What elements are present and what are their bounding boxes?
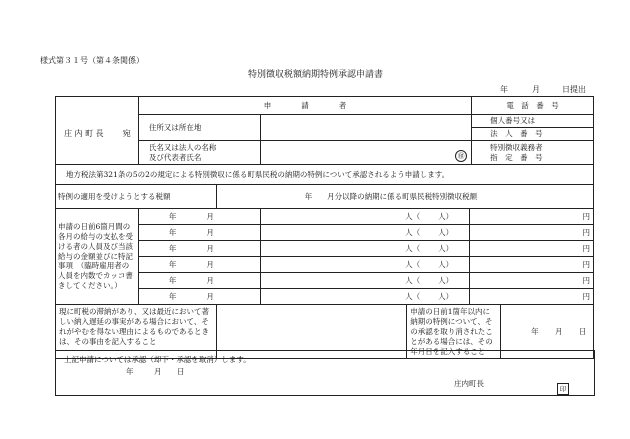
payment-persons-close: 人）	[438, 260, 454, 269]
approval-signer: 庄内町長	[454, 379, 484, 388]
payment-persons-cell[interactable]	[260, 225, 470, 241]
payment-persons: 人（	[405, 212, 421, 221]
phone-label: 電 話 番 号	[472, 97, 594, 115]
name-label-2: 及び代表者氏名	[148, 152, 202, 162]
payment-period-cell[interactable]	[138, 209, 260, 225]
revocation-day: 日	[578, 327, 587, 337]
approval-year: 年	[126, 367, 134, 376]
seal-icon: ㊞	[455, 150, 467, 162]
payment-persons-close: 人）	[438, 228, 454, 237]
approval-seal	[557, 378, 569, 395]
date-submitted: 日提出	[562, 85, 586, 94]
tax-amount-content: 年 月分以降の納期に係る町県民税特別徴収税額	[216, 185, 593, 209]
payment-persons: 人（	[405, 228, 421, 237]
payment-persons-close: 人）	[438, 244, 454, 253]
payment-persons: 人（	[405, 276, 421, 285]
payment-yen: 円	[582, 228, 590, 237]
payment-amount-cell[interactable]	[470, 273, 594, 289]
payment-year: 年	[168, 260, 177, 269]
payment-year: 年	[168, 276, 177, 285]
payment-amount-cell[interactable]	[470, 225, 594, 241]
special-collector-label-2: 指 定 番 号	[490, 152, 543, 162]
payment-period-cell[interactable]	[138, 257, 260, 273]
payment-amount-cell[interactable]	[470, 209, 594, 225]
tax-amount-label: 特例の適用を受けようとする税額	[56, 185, 217, 209]
payment-row	[56, 209, 594, 225]
payment-yen: 円	[582, 244, 590, 253]
town-head-label: 庄 内 町 長	[64, 129, 104, 138]
payment-month: 月	[206, 260, 214, 269]
payment-period-cell[interactable]	[138, 225, 260, 241]
payment-persons: 人（	[405, 244, 421, 253]
payment-yen: 円	[582, 292, 590, 301]
revocation-year: 年	[531, 327, 539, 337]
addressee-cell	[56, 97, 139, 165]
revocation-note: 申請の日前1箇年以内に納期の特例について、その承認を取り消されたことがある場合には、その年月日を記入すること	[407, 305, 501, 359]
address-label: 住所又は所在地	[138, 115, 260, 141]
payment-period-cell[interactable]	[138, 289, 260, 305]
honorific-label: 宛	[122, 129, 131, 138]
payment-amount-cell[interactable]	[470, 257, 594, 273]
payment-persons-close: 人）	[438, 276, 454, 285]
payment-month: 月	[206, 276, 214, 285]
payment-month: 月	[206, 212, 214, 221]
date-month: 月	[532, 85, 540, 94]
payment-year: 年	[168, 244, 177, 253]
application-form-table	[55, 96, 594, 359]
payment-amount-cell[interactable]	[470, 241, 594, 257]
form-title: 特別徴収税額納期特例承認申請書	[248, 70, 384, 80]
payment-year: 年	[168, 292, 177, 301]
applicant-header: 申 請 者	[138, 97, 471, 115]
payment-persons-cell[interactable]	[260, 257, 470, 273]
individual-number-label-1: 個人番号又は	[472, 115, 594, 128]
revocation-month: 月	[554, 327, 563, 337]
payment-year: 年	[168, 228, 177, 237]
payment-month: 月	[206, 244, 214, 253]
payments-label: 申請の日前6箇月間の各月の給与の支払を受ける者の人員及び当該給与の金額並びに特記事項 （臨時雇用者の人員を内数でカッコ書きしてください。）	[56, 209, 139, 305]
payment-yen: 円	[582, 212, 590, 221]
address-field[interactable]	[260, 115, 472, 141]
payment-period-cell[interactable]	[138, 273, 260, 289]
payment-persons-close: 人）	[438, 212, 454, 221]
payment-year: 年	[168, 212, 177, 221]
approval-text: 上記申請については承認（却下・承認を取消）します。	[64, 355, 251, 364]
payment-persons-cell[interactable]	[260, 273, 470, 289]
payment-period-cell[interactable]	[138, 241, 260, 257]
payment-persons: 人（	[405, 260, 421, 269]
payment-yen: 円	[582, 260, 590, 269]
individual-number-label-2: 法 人 番 号	[472, 128, 594, 141]
payment-persons-cell[interactable]	[260, 241, 470, 257]
square-seal-icon: 印	[557, 383, 569, 395]
payment-month: 月	[206, 292, 214, 301]
name-field[interactable]	[260, 141, 472, 165]
payment-month: 月	[206, 228, 214, 237]
name-label	[138, 141, 260, 165]
date-year: 年	[500, 85, 508, 94]
form-number: 様式第３１号（第４条関係）	[40, 56, 144, 65]
payment-yen: 円	[582, 276, 590, 285]
approval-month: 月	[154, 367, 162, 376]
approval-box	[55, 350, 595, 396]
special-collector-label	[472, 141, 594, 165]
payment-persons-cell[interactable]	[260, 209, 470, 225]
delinquency-note: 現に町税の滞納があり、又は最近において著しい納入遅延の事実がある場合において、それがやむを得ない理由によるものであるときは、その事由を記入すること	[56, 305, 217, 359]
payment-amount-cell[interactable]	[470, 289, 594, 305]
payment-persons: 人（	[405, 292, 421, 301]
payment-persons-cell[interactable]	[260, 289, 470, 305]
payment-persons-close: 人）	[438, 292, 454, 301]
statement: 地方税法第321条の5の2の規定による特別徴収に係る町県民税の納期の特例について承認されるよう申請します。	[56, 165, 594, 185]
special-collector-label-1: 特別徴収義務者	[490, 142, 543, 152]
approval-day: 日	[177, 367, 185, 376]
name-label-1: 氏名又は法人の名称	[148, 142, 217, 152]
